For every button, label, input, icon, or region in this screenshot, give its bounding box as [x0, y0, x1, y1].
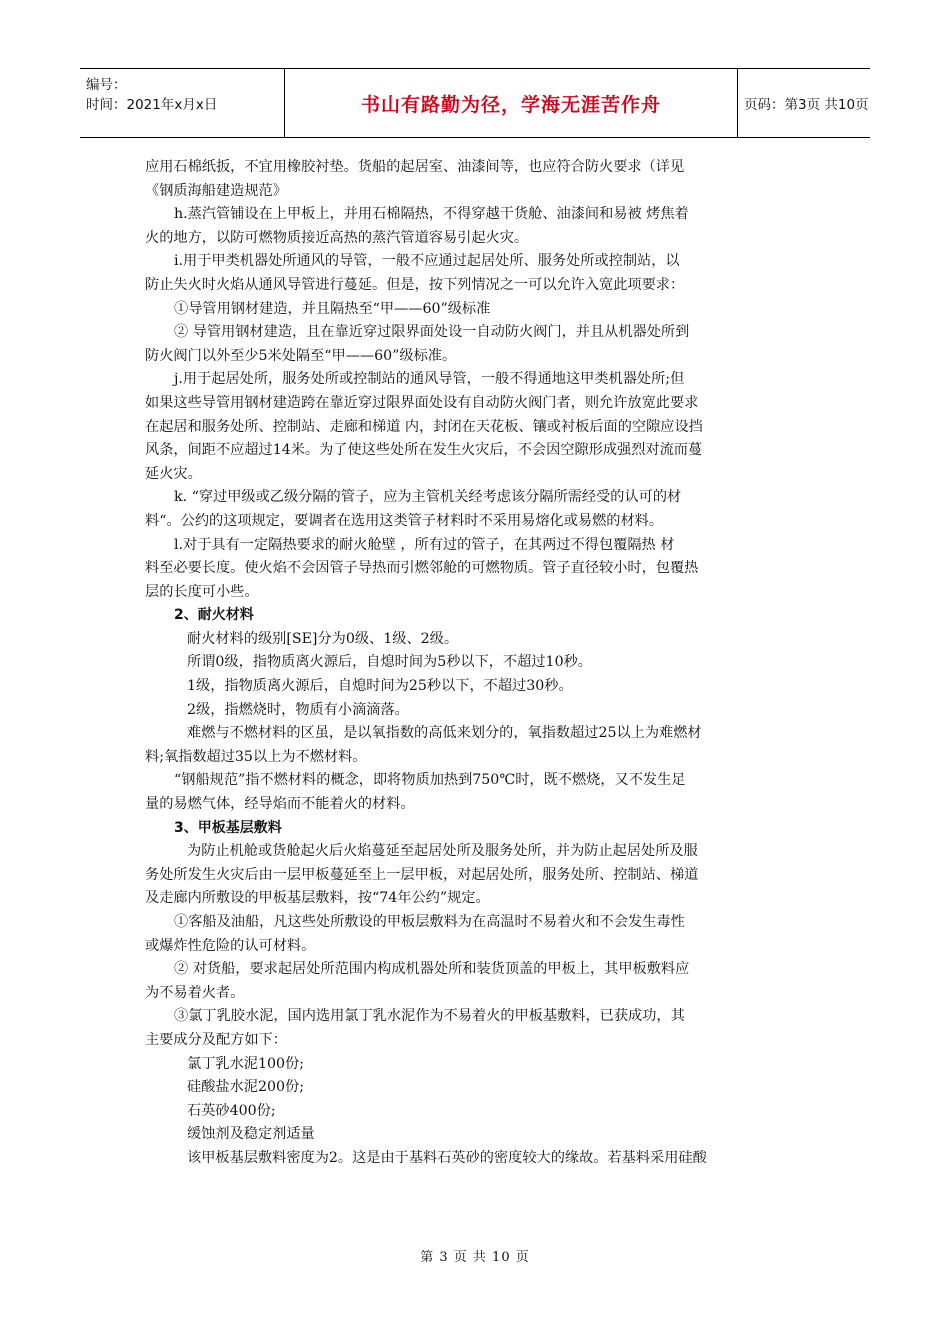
paragraph-line: 料至必要长度。使火焰不会因管子导热而引燃邻舱的可燃物质。管子直径较小时，包覆热 — [145, 560, 699, 577]
paragraph-line: 硅酸盐水泥200份; — [187, 1079, 304, 1096]
paragraph-line: 或爆炸性危险的认可材料。 — [145, 937, 316, 954]
paragraph-line: ③氯丁乳胶水泥，国内选用氯丁乳水泥作为不易着火的甲板基敷料，已获成功，其 — [174, 1008, 685, 1025]
paragraph-line: j.用于起居处所，服务处所或控制站的通风导管，一般不得通地这甲类机器处所;但 — [174, 371, 685, 388]
paragraph-line: 难燃与不燃材料的区虽，是以氧指数的高低来划分的，氧指数超过25以上为难燃材 — [187, 725, 702, 742]
paragraph-line: h.蒸汽管铺设在上甲板上，并用石棉隔热，不得穿越干货舱、油漆间和易被 烤焦着 — [174, 206, 689, 223]
page-footer: 第 3 页 共 10 页 — [420, 1250, 530, 1265]
paragraph-line: i.用于甲类机器处所通风的导管，一般不应通过起居处所、服务处所或控制站，以 — [174, 253, 680, 270]
paragraph-line: 应用石棉纸扳，不宜用橡胶衬垫。货船的起居室、油漆间等，也应符合防火要求（详见 — [145, 159, 685, 175]
paragraph-line: 《钢质海船建造规范》 — [145, 182, 287, 199]
document-body — [145, 156, 807, 1171]
paragraph-line: 2级，指燃烧时，物质有小滴滴落。 — [187, 701, 409, 718]
paragraph-line: 为不易着火者。 — [145, 984, 245, 1001]
paragraph-line: ② 对货船，要求起居处所范围内构成机器处所和装货顶盖的甲板上，其甲板敷料应 — [174, 961, 690, 978]
paragraph-line: 量的易燃气体，经导焰而不能着火的材料。 — [145, 796, 415, 813]
document-date-label: 时间：2021年x月x日 — [86, 97, 218, 113]
paragraph-line: k. “穿过甲级或乙级分隔的管子，应为主管机关经考虑该分隔所需经受的认可的材 — [174, 489, 682, 506]
paragraph-line: 缓蚀剂及稳定剂适量 — [187, 1126, 315, 1143]
section-heading: 3、甲板基层敷料 — [174, 819, 282, 836]
header-page-number: 页码：第3页 共10页 — [744, 97, 869, 113]
document-number-label: 编号： — [86, 77, 127, 93]
paragraph-line: 主要成分及配方如下： — [145, 1031, 287, 1048]
header-motto: 书山有路勤为径，学海无涯苦作舟 — [284, 69, 738, 137]
paragraph-line: 1级，指物质离火源后，自熄时间为25秒以下，不超过30秒。 — [187, 678, 573, 695]
paragraph-line: 为防止机舱或货舱起火后火焰蔓延至起居处所及服务处所，并为防止起居处所及服 — [187, 843, 698, 860]
paragraph-line: 如果这些导管用钢材建造跨在靠近穿过限界面处设有自动防火阀门者，则允许放宽此要求 — [145, 394, 699, 411]
paragraph-line: ①导管用钢材建造，并且隔热至“甲——60”级标准 — [174, 300, 491, 317]
section-heading: 2、耐火材料 — [174, 607, 254, 624]
paragraph-line: 防止失火时火焰从通风导管进行蔓延。但是，按下列情况之一可以允许入宽此项要求： — [145, 276, 685, 293]
paragraph-line: 风条，间距不应超过14米。为了使这些处所在发生火灾后，不会因空隙形成强烈对流而蔓 — [145, 442, 703, 459]
paragraph-line: 料“。公约的这项规定，要调者在选用这类管子材料时不采用易熔化或易燃的材料。 — [145, 512, 664, 529]
paragraph-line: 该甲板基层敷料密度为2。这是由于基料石英砂的密度较大的缘故。若基料采用硅酸 — [187, 1149, 707, 1166]
paragraph-line: l.对于具有一定隔热要求的耐火舱壁 ，所有过的管子，在其两过不得包覆隔热 材 — [174, 536, 675, 553]
paragraph-line: 料;氧指数超过35以上为不燃材料。 — [145, 748, 367, 765]
paragraph-line: 在起居和服务处所、控制站、走廊和梯道 内，封闭在天花板、镶或衬板后面的空隙应设挡 — [145, 418, 703, 435]
paragraph-line: 防火阀门以外至少5米处隔至“甲——60”级标准。 — [145, 347, 457, 364]
paragraph-line: ①客船及油船，凡这些处所敷设的甲板层敷料为在高温时不易着火和不会发生毒性 — [174, 914, 685, 930]
paragraph-line: 石英砂400份; — [187, 1102, 276, 1119]
paragraph-line: 层的长度可小些。 — [145, 583, 259, 600]
paragraph-line: 所谓0级，指物质离火源后，自熄时间为5秒以下，不超过10秒。 — [187, 654, 592, 671]
header-left-cell — [80, 69, 284, 137]
paragraph-line: 延火灾。 — [145, 465, 202, 482]
paragraph-line: 耐火材料的级别[SE]分为0级、1级、2级。 — [187, 630, 459, 647]
page-header — [80, 68, 870, 138]
paragraph-line: 氯丁乳水泥100份; — [187, 1055, 304, 1072]
paragraph-line: ② 导管用钢材建造，且在靠近穿过限界面处设一自动防火阀门，并且从机器处所到 — [174, 324, 690, 341]
paragraph-line: “钢船规范”指不燃材料的概念，即将物质加热到750℃时，既不燃烧，又不发生足 — [174, 772, 686, 789]
paragraph-line: 务处所发生火灾后由一层甲板蔓延至上一层甲板，对起居处所，服务处所、控制站、梯道 — [145, 866, 699, 883]
paragraph-line: 及走廊内所敷设的甲板基层敷料，按“74年公约”规定。 — [145, 890, 490, 907]
paragraph-line: 火的地方，以防可燃物质接近高热的蒸汽管道容易引起火灾。 — [145, 229, 529, 246]
